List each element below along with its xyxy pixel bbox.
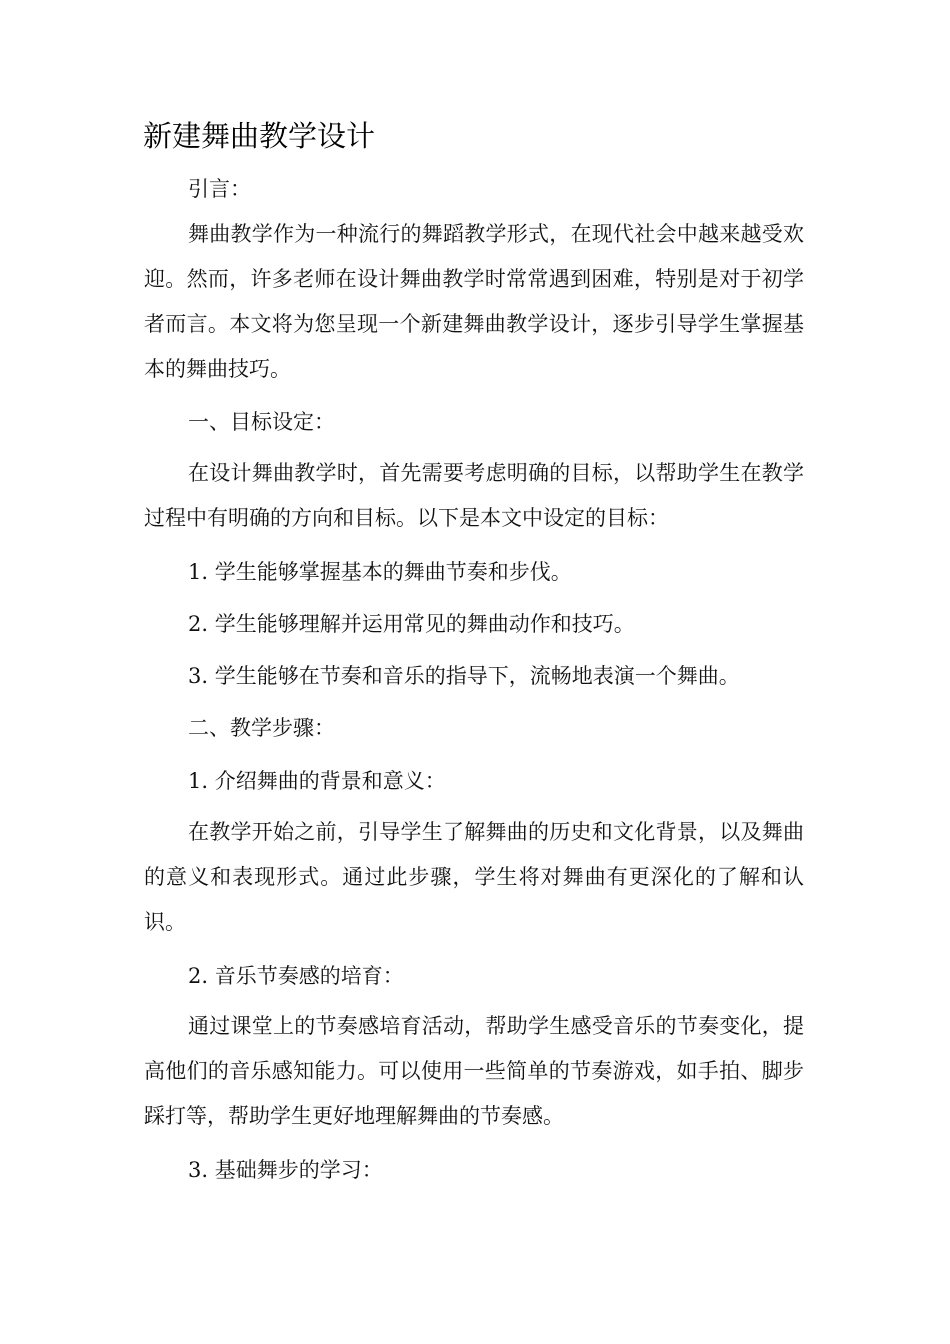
- paragraph-step-3-heading: 3. 基础舞步的学习：: [188, 1158, 383, 1182]
- paragraph-step-2-body: 通过课堂上的节奏感培育活动，帮助学生感受音乐的节奏变化，提高他们的音乐感知能力。可以使用一些简单的节奏游戏，如手拍、脚步踩打等，帮助学生更好地理解舞曲的节奏感。: [144, 1014, 804, 1128]
- paragraph-step-1-heading: 1. 介绍舞曲的背景和意义：: [188, 769, 446, 793]
- document-title: 新建舞曲教学设计: [143, 119, 376, 153]
- paragraph-goal-3: 3. 学生能够在节奏和音乐的指导下，流畅地表演一个舞曲。: [188, 664, 740, 688]
- paragraph-intro-heading: 引言：: [188, 177, 251, 201]
- paragraph-intro-body: 舞曲教学作为一种流行的舞蹈教学形式，在现代社会中越来越受欢迎。然而，许多老师在设计舞曲教学时常常遇到困难，特别是对于初学者而言。本文将为您呈现一个新建舞曲教学设计，逐步引导学生掌握基本的舞曲技巧。: [144, 222, 804, 381]
- paragraph-section-goals: 一、目标设定：: [188, 410, 335, 434]
- paragraph-step-2-heading: 2. 音乐节奏感的培育：: [188, 964, 404, 988]
- paragraph-goal-2: 2. 学生能够理解并运用常见的舞曲动作和技巧。: [188, 612, 635, 636]
- paragraph-section-steps: 二、教学步骤：: [188, 716, 335, 740]
- paragraph-goals-body: 在设计舞曲教学时，首先需要考虑明确的目标，以帮助学生在教学过程中有明确的方向和目标。以下是本文中设定的目标：: [144, 461, 804, 530]
- paragraph-goal-1: 1. 学生能够掌握基本的舞曲节奏和步伐。: [188, 560, 572, 584]
- paragraph-step-1-body: 在教学开始之前，引导学生了解舞曲的历史和文化背景，以及舞曲的意义和表现形式。通过此步骤，学生将对舞曲有更深化的了解和认识。: [144, 820, 804, 934]
